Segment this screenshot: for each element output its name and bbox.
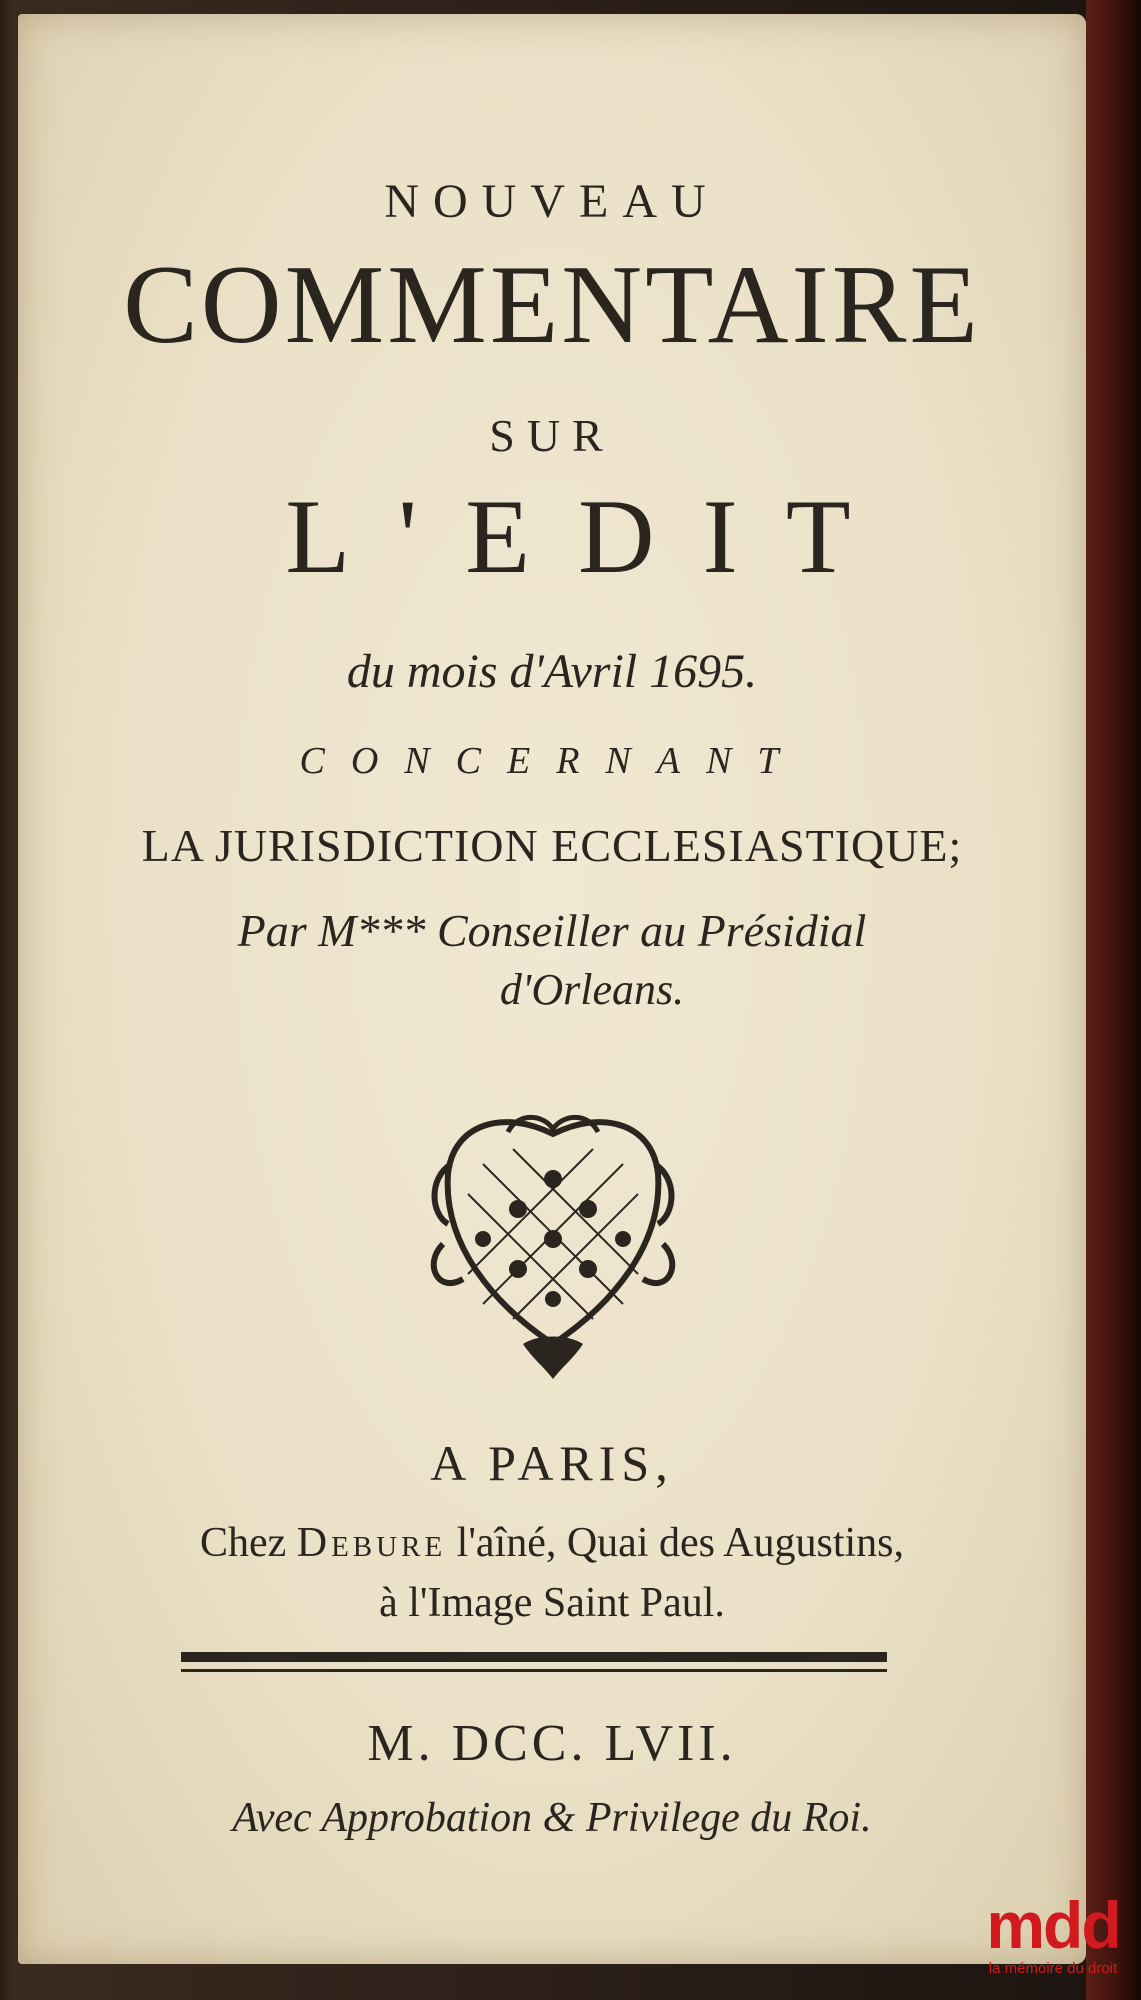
logo-tagline: la mémoire du droit bbox=[988, 1960, 1118, 1977]
title-line-commentaire: COMMENTAIRE bbox=[123, 243, 981, 367]
imprint-printer-name: Debure bbox=[296, 1520, 447, 1566]
title-line-date-of-edict: du mois d'Avril 1695. bbox=[346, 645, 758, 698]
imprint-publisher-line bbox=[18, 1519, 1086, 1567]
imprint-sign: à l'Image Saint Paul. bbox=[379, 1580, 725, 1626]
royal-privilege-line: Avec Approbation & Privilege du Roi. bbox=[232, 1795, 872, 1841]
mdd-logo bbox=[973, 1888, 1133, 1982]
logo-mark: mdd bbox=[986, 1888, 1120, 1962]
title-line-nouveau: NOUVEAU bbox=[384, 175, 720, 228]
imprint-city: A PARIS, bbox=[430, 1435, 674, 1491]
fleur-de-lis-crest-icon bbox=[423, 1104, 683, 1384]
imprint-address: l'aîné, Quai des Augustins, bbox=[456, 1520, 905, 1566]
title-line-edit: L'EDIT bbox=[285, 478, 899, 595]
double-rule-divider bbox=[181, 1649, 887, 1679]
title-page bbox=[18, 14, 1086, 1964]
title-line-sur: SUR bbox=[489, 410, 615, 461]
imprint-chez: Chez bbox=[199, 1520, 287, 1566]
imprint-date: M. DCC. LVII. bbox=[367, 1715, 737, 1772]
author-line-city: d'Orleans. bbox=[499, 965, 685, 1014]
title-line-jurisdiction: LA JURISDICTION ECCLESIASTIQUE; bbox=[141, 820, 963, 871]
title-line-concernant: CONCERNANT bbox=[299, 740, 805, 782]
author-line: Par M*** Conseiller au Présidial bbox=[237, 905, 867, 956]
